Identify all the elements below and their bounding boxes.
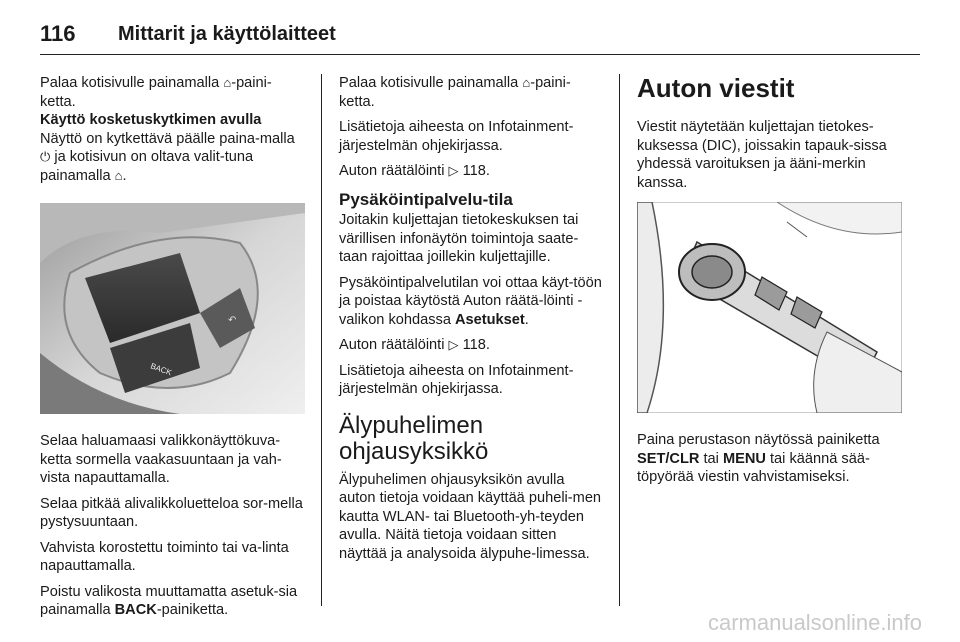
section-title: Auton viestit: [637, 73, 795, 103]
power-icon: ⏻: [40, 149, 51, 164]
column-2: [339, 74, 605, 570]
paragraph: Älypuhelimen ohjausyksikön avulla auton tietoja voidaan käyttää puheli-men kautta WLAN- tai Bluetooth-yh-teyden avulla. Näitä tietoja voidaan sitten näyttää ja analysoida älypuhe-limessa.: [339, 471, 602, 562]
watermark: carmanualsonline.info: [707, 610, 922, 635]
paragraph: Poistu valikosta muuttamatta asetuk-sia painamalla BACK-painiketta.: [40, 583, 298, 618]
section-heading-large: Älypuhelimen ohjausyksikkö: [339, 411, 489, 465]
home-icon: ⌂: [522, 75, 531, 90]
paragraph: Selaa pitkää alivalikkoluetteloa sor-mella pystysuuntaan.: [40, 495, 303, 530]
home-icon: ⌂: [223, 75, 232, 90]
page-ref-icon: ▷: [448, 163, 459, 178]
paragraph: Joitakin kuljettajan tietokeskuksen tai värillisen infonäytön toimintoja saate-taan rajoittaa joillekin kuljettajille.: [339, 212, 579, 265]
paragraph: Palaa kotisivulle painamalla ⌂-paini-ketta.: [40, 75, 272, 110]
home-icon: ⌂: [114, 167, 123, 183]
chapter-title: Mittarit ja käyttölaitteet: [118, 22, 336, 45]
column-divider: [321, 74, 322, 606]
paragraph: Pysäköintipalvelutilan voi ottaa käyt-töön ja poistaa käytöstä Auton räätä-löinti -valikon kohdassa Asetukset.: [339, 274, 602, 328]
paragraph: Viestit näytetään kuljettajan tietokes-kuksessa (DIC), joissakin tapauk-sissa yhdessä varoituksen ja ääni-merkin kanssa.: [637, 119, 887, 191]
paragraph: Palaa kotisivulle painamalla ⌂-paini-ketta.: [339, 75, 571, 110]
back-button-label: BACK: [149, 361, 173, 378]
paragraph: Auton räätälöinti ▷ 118.: [339, 163, 490, 179]
paragraph: Paina perustason näytössä painiketta SET/CLR tai MENU tai käännä sää-töpyörää viestin vahvistamiseksi.: [637, 432, 880, 485]
paragraph: Lisätietoja aiheesta on Infotainment-järjestelmän ohjekirjassa.: [339, 362, 574, 397]
column-divider: [619, 74, 620, 606]
svg-text:↶: ↶: [228, 315, 237, 326]
paragraph: Vahvista korostettu toiminto tai va-linta napauttamalla.: [40, 539, 289, 574]
column-3: [637, 74, 902, 494]
page-number: 116: [40, 21, 76, 46]
steering-stalk-illustration: [637, 202, 902, 413]
paragraph: Selaa haluamaasi valikkonäyttökuva-ketta sormella vaakasuuntaan ja vah-vista napauttamalla.: [40, 433, 282, 486]
column-1: [40, 74, 305, 627]
paragraph: Lisätietoja aiheesta on Infotainment-järjestelmän ohjekirjassa.: [339, 119, 574, 154]
paragraph: Näyttö on kytkettävä päälle paina-malla ⏻ ja kotisivun on oltava valit-tuna painamalla ⌂.: [40, 130, 295, 184]
touchpad-photo: [40, 203, 305, 414]
sub-heading: Käyttö kosketuskytkimen avulla: [40, 112, 262, 128]
section-heading: Pysäköintipalvelu-tila: [339, 189, 513, 209]
page-header: [40, 14, 920, 55]
paragraph: Auton räätälöinti ▷ 118.: [339, 337, 490, 353]
page-ref-icon: ▷: [448, 337, 459, 352]
